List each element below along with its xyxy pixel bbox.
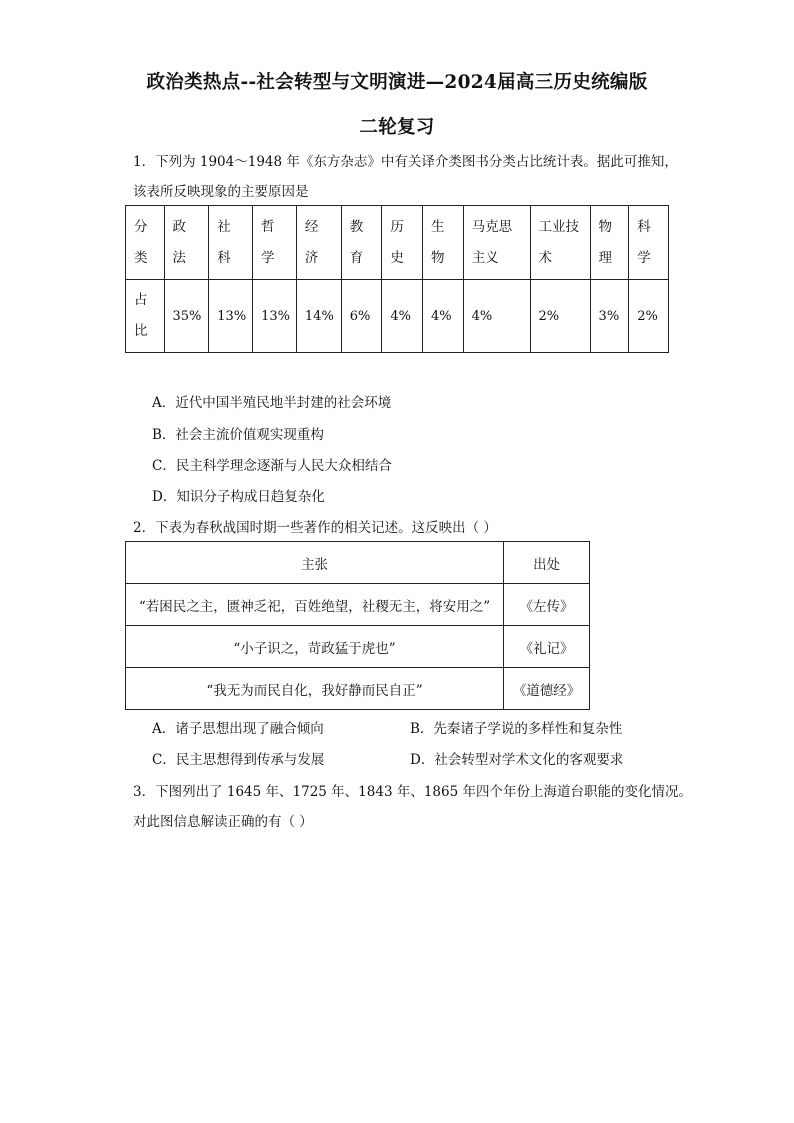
header-claim: 主张 — [126, 542, 504, 584]
q1-option-b[interactable]: B．社会主流价值观实现重构 — [152, 427, 324, 443]
table-row-header-ratio — [126, 280, 165, 353]
category-text: 社 — [217, 218, 231, 235]
category-cell — [629, 206, 669, 280]
q2-stem: 2．下表为春秋战国时期一些著作的相关记述。这反映出（ ） — [133, 520, 497, 536]
ratio-cell: 4% — [423, 280, 464, 353]
claim-cell: “小子识之，苛政猛于虎也” — [126, 626, 504, 668]
row-header-char: 比 — [134, 323, 148, 339]
category-text: 历 — [390, 218, 404, 235]
claim-cell: “若困民之主，匮神乏祀，百姓绝望，社稷无主，将安用之” — [126, 584, 504, 626]
category-cell — [209, 206, 253, 280]
source-cell: 《礼记》 — [504, 626, 590, 668]
ratio-cell: 13% — [253, 280, 297, 353]
category-text: 科 — [217, 249, 231, 266]
source-cell: 《道德经》 — [504, 668, 590, 710]
table-row — [126, 626, 590, 668]
category-text: 史 — [390, 249, 404, 266]
ratio-cell: 3% — [590, 280, 629, 353]
category-text: 术 — [538, 249, 552, 266]
category-text: 物 — [431, 249, 445, 266]
ratio-cell: 4% — [382, 280, 423, 353]
q1-table-category-row — [126, 206, 669, 280]
document-title-line1: 政治类热点--社会转型与文明演进—2024届高三历史统编版 — [146, 72, 648, 93]
ratio-cell: 6% — [341, 280, 382, 353]
category-text: 学 — [261, 249, 275, 266]
category-text: 政 — [172, 218, 186, 235]
q1-option-a[interactable]: A．近代中国半殖民地半封建的社会环境 — [152, 395, 392, 411]
ratio-cell: 35% — [164, 280, 209, 353]
category-cell — [164, 206, 209, 280]
q1-option-d[interactable]: D．知识分子构成日趋复杂化 — [152, 489, 325, 505]
category-text: 法 — [172, 249, 186, 266]
category-cell — [341, 206, 382, 280]
q2-option-d[interactable]: D．社会转型对学术文化的客观要求 — [410, 752, 624, 768]
category-cell — [253, 206, 297, 280]
ratio-cell: 4% — [463, 280, 530, 353]
ratio-cell: 13% — [209, 280, 253, 353]
category-text: 工业技 — [538, 218, 579, 235]
category-text: 马克思 — [471, 218, 513, 235]
row-header-char: 占 — [134, 292, 148, 308]
document-title-line2: 二轮复习 — [359, 117, 435, 138]
category-text: 生 — [431, 218, 445, 235]
q1-stem-line2: 该表所反映现象的主要原因是 — [133, 184, 309, 200]
category-cell — [423, 206, 464, 280]
category-cell — [530, 206, 590, 280]
category-text: 科 — [637, 218, 651, 235]
category-cell — [463, 206, 530, 280]
q3-stem-line2: 对此图信息解读正确的有（ ） — [133, 814, 313, 830]
q1-stem-line1: 1．下列为 1904～1948 年《东方杂志》中有关译介类图书分类占比统计表。据此可推知， — [133, 154, 678, 170]
q2-works-table — [125, 541, 590, 710]
category-text: 学 — [637, 249, 651, 266]
q1-statistics-table — [125, 205, 669, 353]
q2-option-b[interactable]: B．先秦诸子学说的多样性和复杂性 — [410, 721, 623, 737]
q1-table-ratio-row — [126, 280, 669, 353]
category-cell — [382, 206, 423, 280]
category-text: 主义 — [471, 249, 499, 266]
q2-table-header-row — [126, 542, 590, 584]
category-text: 济 — [304, 249, 319, 266]
ratio-cell: 14% — [296, 280, 341, 353]
row-header-char: 类 — [134, 249, 148, 266]
category-text: 育 — [349, 249, 364, 266]
table-row — [126, 668, 590, 710]
category-text: 经 — [304, 218, 319, 235]
claim-cell: “我无为而民自化，我好静而民自正” — [126, 668, 504, 710]
row-header-char: 分 — [134, 218, 148, 235]
q2-option-c[interactable]: C．民主思想得到传承与发展 — [152, 752, 325, 768]
category-text: 教 — [349, 218, 364, 235]
category-cell — [296, 206, 341, 280]
q2-option-a[interactable]: A．诸子思想出现了融合倾向 — [152, 721, 324, 737]
table-row-header-category — [126, 206, 165, 280]
category-text: 哲 — [261, 218, 275, 235]
ratio-cell: 2% — [530, 280, 590, 353]
category-cell — [590, 206, 629, 280]
category-text: 物 — [598, 218, 613, 235]
q1-option-c[interactable]: C．民主科学理念逐渐与人民大众相结合 — [152, 458, 392, 474]
table-row — [126, 584, 590, 626]
q3-stem-line1: 3．下图列出了 1645 年、1725 年、1843 年、1865 年四个年份上海道台职能的变化情况。 — [133, 784, 692, 800]
header-source: 出处 — [504, 542, 590, 584]
category-text: 理 — [598, 249, 613, 266]
source-cell: 《左传》 — [504, 584, 590, 626]
ratio-cell: 2% — [629, 280, 669, 353]
